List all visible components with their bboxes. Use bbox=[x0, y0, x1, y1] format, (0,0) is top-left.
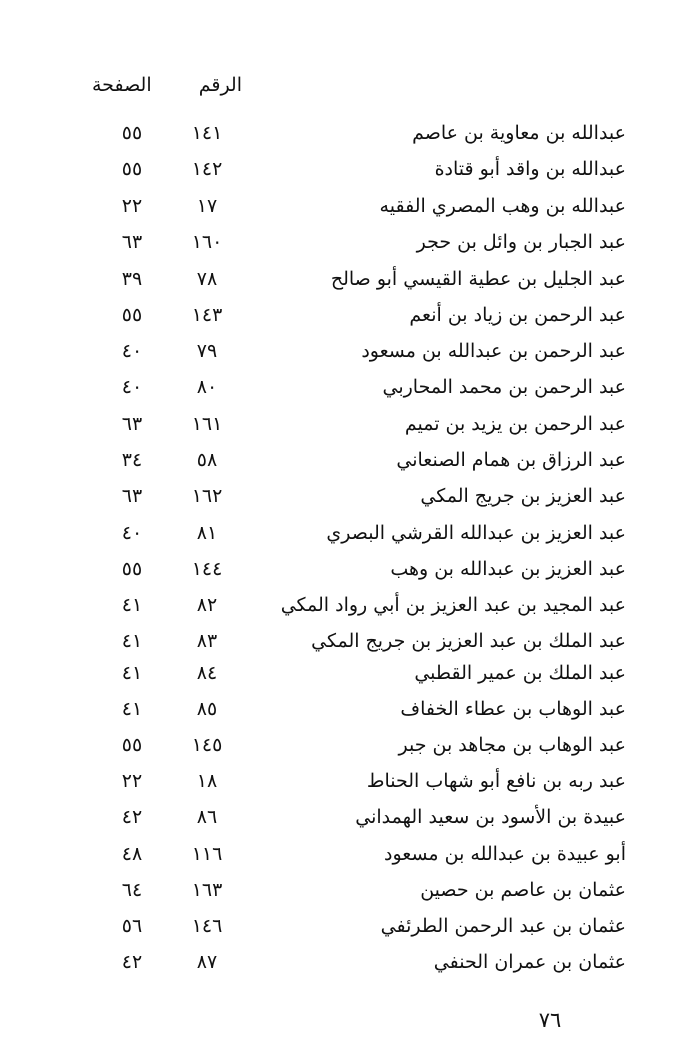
index-row bbox=[0, 522, 684, 552]
entry-number: ١٦٢ bbox=[191, 485, 223, 507]
narrator-name: عبد ربه بن نافع أبو شهاب الحناط bbox=[366, 770, 626, 792]
header-number-label: الرقم bbox=[198, 74, 242, 96]
entry-number: ١٤٤ bbox=[191, 558, 223, 580]
index-row bbox=[0, 558, 684, 588]
index-row bbox=[0, 879, 684, 909]
narrator-name: عثمان بن عاصم بن حصين bbox=[420, 879, 626, 901]
entry-page: ٥٥ bbox=[121, 304, 143, 326]
narrator-name: أبو عبيدة بن عبدالله بن مسعود bbox=[384, 843, 626, 865]
index-row bbox=[0, 122, 684, 152]
entry-number: ٧٩ bbox=[196, 340, 218, 362]
narrator-name: عبد العزيز بن عبدالله بن وهب bbox=[390, 558, 626, 580]
index-row bbox=[0, 594, 684, 624]
header-page-label: الصفحة bbox=[92, 74, 152, 96]
narrator-name: عبدالله بن واقد أبو قتادة bbox=[434, 158, 626, 180]
narrator-name: عبد الوهاب بن عطاء الخفاف bbox=[400, 698, 626, 720]
entry-page: ٥٥ bbox=[121, 122, 143, 144]
entry-page: ٤١ bbox=[121, 662, 143, 684]
entry-page: ٥٦ bbox=[121, 915, 143, 937]
narrator-name: عبد الجليل بن عطية القيسي أبو صالح bbox=[330, 268, 626, 290]
entry-number: ٨٠ bbox=[196, 376, 218, 398]
index-row bbox=[0, 630, 684, 660]
entry-number: ١٧ bbox=[196, 195, 218, 217]
narrator-name: عثمان بن عمران الحنفي bbox=[433, 951, 626, 973]
narrator-name: عبد المجيد بن عبد العزيز بن أبي رواد المكي bbox=[280, 594, 626, 616]
narrator-name: عثمان بن عبد الرحمن الطرئفي bbox=[380, 915, 626, 937]
entry-number: ٨٦ bbox=[196, 806, 218, 828]
entry-page: ٤١ bbox=[121, 594, 143, 616]
entry-page: ٦٣ bbox=[121, 231, 143, 253]
entry-page: ٤٢ bbox=[121, 951, 143, 973]
entry-page: ٤٠ bbox=[121, 340, 143, 362]
index-row bbox=[0, 158, 684, 188]
index-row bbox=[0, 340, 684, 370]
narrator-name: عبد الملك بن عمير القطبي bbox=[414, 662, 626, 684]
narrator-name: عبدالله بن وهب المصري الفقيه bbox=[379, 195, 626, 217]
entry-number: ٨٤ bbox=[196, 662, 218, 684]
entry-page: ٤٠ bbox=[121, 376, 143, 398]
entry-number: ٥٨ bbox=[196, 449, 218, 471]
entry-number: ٨٥ bbox=[196, 698, 218, 720]
entry-number: ٧٨ bbox=[196, 268, 218, 290]
index-row bbox=[0, 843, 684, 873]
entry-page: ٤١ bbox=[121, 698, 143, 720]
index-row bbox=[0, 231, 684, 261]
index-row bbox=[0, 376, 684, 406]
entry-page: ٣٤ bbox=[121, 449, 143, 471]
entry-page: ٦٤ bbox=[121, 879, 143, 901]
narrator-name: عبد الجبار بن وائل بن حجر bbox=[416, 231, 626, 253]
entry-number: ١٤٢ bbox=[191, 158, 223, 180]
entry-number: ١١٦ bbox=[191, 843, 223, 865]
index-row bbox=[0, 304, 684, 334]
entry-number: ٨١ bbox=[196, 522, 218, 544]
entry-page: ٥٥ bbox=[121, 558, 143, 580]
narrator-name: عبد العزيز بن عبدالله القرشي البصري bbox=[326, 522, 626, 544]
narrator-name: عبدالله بن معاوية بن عاصم bbox=[412, 122, 626, 144]
narrator-name: عبد الوهاب بن مجاهد بن جبر bbox=[398, 734, 626, 756]
entry-number: ٨٢ bbox=[196, 594, 218, 616]
entry-number: ١٦١ bbox=[191, 413, 223, 435]
entry-page: ٥٥ bbox=[121, 734, 143, 756]
entry-number: ١٤١ bbox=[191, 122, 223, 144]
entry-number: ١٤٣ bbox=[191, 304, 223, 326]
entry-page: ٤١ bbox=[121, 630, 143, 652]
index-row bbox=[0, 806, 684, 836]
index-row bbox=[0, 195, 684, 225]
entry-page: ٢٢ bbox=[121, 770, 143, 792]
index-row bbox=[0, 770, 684, 800]
narrator-name: عبد العزيز بن جريج المكي bbox=[420, 485, 626, 507]
narrator-name: عبيدة بن الأسود بن سعيد الهمداني bbox=[355, 806, 626, 828]
narrator-name: عبد الرحمن بن عبدالله بن مسعود bbox=[361, 340, 626, 362]
entry-page: ٣٩ bbox=[121, 268, 143, 290]
narrator-name: عبد الرحمن بن زياد بن أنعم bbox=[409, 304, 626, 326]
page-number: ٧٦ bbox=[538, 1008, 562, 1032]
entry-number: ١٦٠ bbox=[191, 231, 223, 253]
entry-number: ١٨ bbox=[196, 770, 218, 792]
entry-page: ٢٢ bbox=[121, 195, 143, 217]
entry-page: ٥٥ bbox=[121, 158, 143, 180]
narrator-name: عبد الرزاق بن همام الصنعاني bbox=[396, 449, 626, 471]
entry-number: ١٤٥ bbox=[191, 734, 223, 756]
entry-number: ٨٧ bbox=[196, 951, 218, 973]
entry-page: ٦٣ bbox=[121, 413, 143, 435]
entry-page: ٤٠ bbox=[121, 522, 143, 544]
entry-number: ٨٣ bbox=[196, 630, 218, 652]
column-headers bbox=[92, 74, 242, 104]
index-row bbox=[0, 485, 684, 515]
entry-page: ٤٢ bbox=[121, 806, 143, 828]
index-row bbox=[0, 951, 684, 981]
index-row bbox=[0, 698, 684, 728]
index-row bbox=[0, 449, 684, 479]
entry-number: ١٤٦ bbox=[191, 915, 223, 937]
entry-number: ١٦٣ bbox=[191, 879, 223, 901]
entry-page: ٦٣ bbox=[121, 485, 143, 507]
index-row bbox=[0, 662, 684, 692]
index-row bbox=[0, 413, 684, 443]
entry-page: ٤٨ bbox=[121, 843, 143, 865]
narrator-name: عبد الملك بن عبد العزيز بن جريج المكي bbox=[311, 630, 626, 652]
index-row bbox=[0, 268, 684, 298]
index-row bbox=[0, 915, 684, 945]
index-row bbox=[0, 734, 684, 764]
narrator-name: عبد الرحمن بن محمد المحاربي bbox=[382, 376, 626, 398]
narrator-name: عبد الرحمن بن يزيد بن تميم bbox=[404, 413, 626, 435]
